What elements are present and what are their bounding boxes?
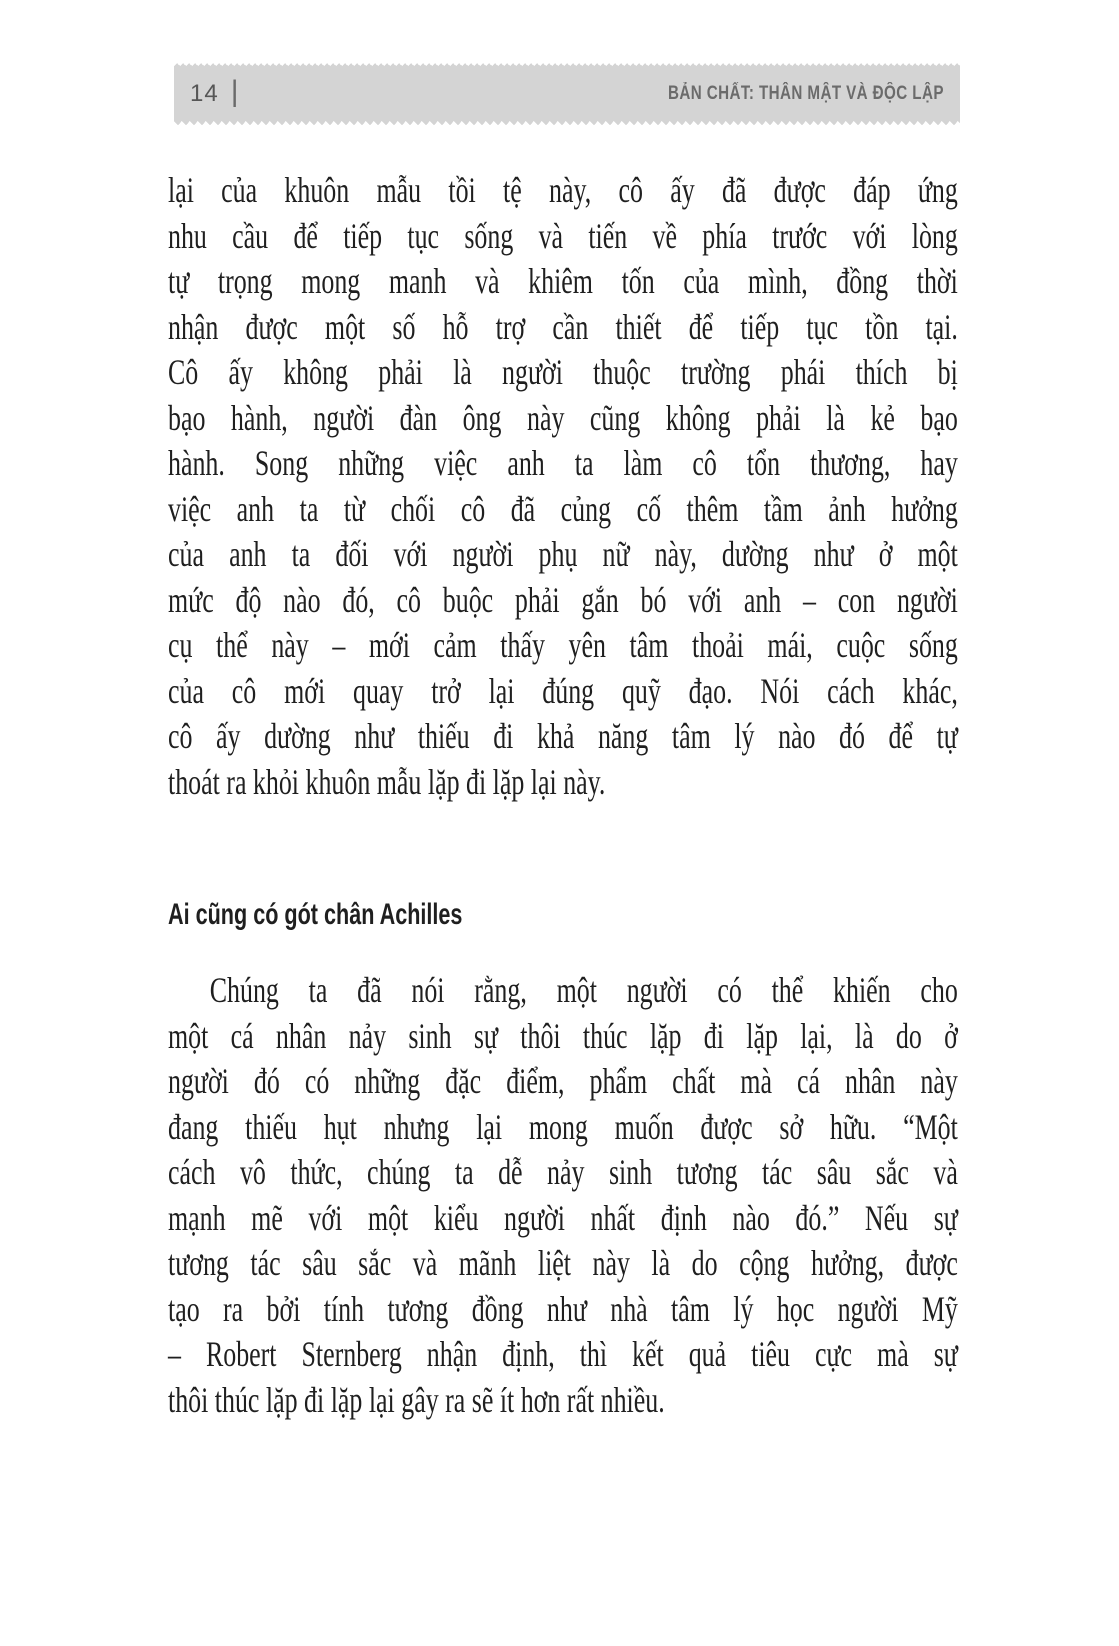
page-number-divider: | — [230, 74, 239, 108]
serrated-edge-top — [174, 63, 960, 66]
text-line: Cô ấy không phải là người thuộc trường phái thích bị — [168, 352, 958, 392]
text-line: việc anh ta từ chối cô đã củng cố thêm tầm ảnh hưởng — [168, 488, 958, 529]
text-line: nhu cầu để tiếp tục sống và tiến về phía trước với lòng — [168, 215, 958, 256]
text-line: một cá nhân nảy sinh sự thôi thúc lặp đi lặp lại, là do ở — [168, 1015, 958, 1056]
page-number: 14 — [190, 79, 219, 107]
section-heading: Ai cũng có gót chân Achilles — [168, 898, 463, 931]
paragraph-1 — [168, 168, 958, 805]
text-line: thôi thúc lặp đi lặp lại gây ra sẽ ít hơn rất nhiều. — [168, 1379, 665, 1420]
text-line: – Robert Sternberg nhận định, thì kết quả tiêu cực mà sự — [168, 1334, 958, 1374]
text-line: cô ấy dường như thiếu đi khả năng tâm lý nào đó để tự — [168, 716, 958, 756]
text-line: hành. Song những việc anh ta làm cô tổn thương, hay — [168, 443, 958, 483]
text-line: tạo ra bởi tính tương đồng như nhà tâm lý học người Mỹ — [168, 1288, 958, 1329]
text-line: của anh ta đối với người phụ nữ này, dường như ở một — [168, 534, 958, 574]
text-line: tự trọng mong manh và khiêm tốn của mình, đồng thời — [168, 261, 958, 301]
text-line: người đó có những đặc điểm, phẩm chất mà cá nhân này — [168, 1061, 958, 1101]
text-line: của cô mới quay trở lại đúng quỹ đạo. Nói cách khác, — [168, 670, 958, 711]
text-line: lại của khuôn mẫu tồi tệ này, cô ấy đã được đáp ứng — [168, 170, 958, 210]
text-line: cách vô thức, chúng ta dễ nảy sinh tương tác sâu sắc và — [168, 1152, 958, 1192]
paragraph-2 — [168, 968, 958, 1423]
text-line: tương tác sâu sắc và mãnh liệt này là do cộng hưởng, được — [168, 1243, 958, 1283]
serrated-edge-bottom — [174, 121, 960, 125]
text-line: bạo hành, người đàn ông này cũng không phải là kẻ bạo — [168, 397, 958, 438]
page-header-band — [174, 66, 960, 121]
text-line: nhận được một số hỗ trợ cần thiết để tiếp tục tồn tại. — [168, 306, 958, 347]
text-line: Chúng ta đã nói rằng, một người có thể khiến cho — [209, 970, 958, 1010]
running-title: BẢN CHẤT: THÂN MẬT VÀ ĐỘC LẬP — [668, 82, 944, 104]
text-line: thoát ra khỏi khuôn mẫu lặp đi lặp lại này. — [168, 761, 606, 802]
text-line: cụ thể này – mới cảm thấy yên tâm thoải mái, cuộc sống — [168, 625, 958, 665]
text-line: mạnh mẽ với một kiểu người nhất định nào đó.” Nếu sự — [168, 1197, 958, 1238]
text-line: đang thiếu hụt nhưng lại mong muốn được sở hữu. “Một — [168, 1106, 958, 1147]
text-line: mức độ nào đó, cô buộc phải gắn bó với anh – con người — [168, 579, 958, 620]
